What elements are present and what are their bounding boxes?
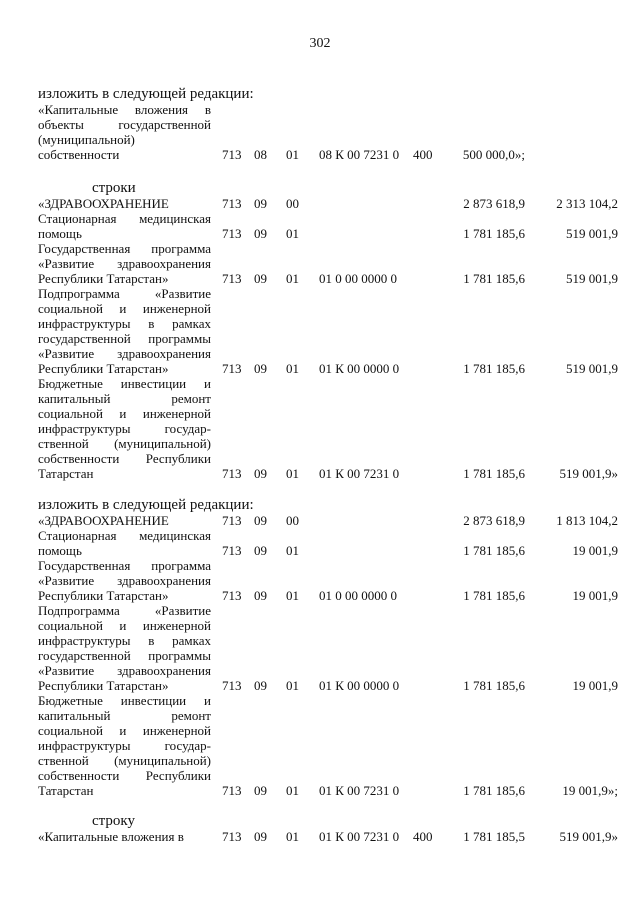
description-line: Республики Татарстан» (38, 271, 169, 286)
ministry-code: 713 (222, 226, 242, 241)
section-code: 09 (254, 513, 267, 528)
target-article-code: 01 К 00 7231 0 (319, 466, 400, 481)
row-description (38, 196, 211, 211)
subsection-code: 01 (286, 271, 299, 286)
amount-year-1: 1 781 185,6 (463, 678, 525, 693)
description-line: Татарстан (38, 783, 94, 798)
amount-year-1: 1 781 185,5 (463, 829, 525, 844)
subsection-code: 01 (286, 783, 299, 798)
section-code: 08 (254, 147, 267, 162)
target-article-code: 01 К 00 0000 0 (319, 678, 400, 693)
description-line: Государственная программа (38, 558, 211, 573)
target-article-code: 01 0 00 0000 0 (319, 588, 397, 603)
description-line: Стационарная медицинская (38, 211, 211, 226)
ministry-code: 713 (222, 513, 242, 528)
section-code: 09 (254, 226, 267, 241)
description-line: социальной и инженерной (38, 723, 211, 738)
description-line: Государственная программа (38, 241, 211, 256)
amount-year-2: 19 001,9 (572, 588, 618, 603)
description-line: Татарстан (38, 466, 94, 481)
description-line: ственной (муниципальной) (38, 753, 211, 768)
amount-year-1: 1 781 185,6 (463, 783, 525, 798)
amount-year-1: 2 873 618,9 (463, 513, 525, 528)
description-line: «Капитальные вложения в (38, 829, 184, 844)
section-code: 09 (254, 271, 267, 286)
subsection-code: 00 (286, 196, 299, 211)
ministry-code: 713 (222, 361, 242, 376)
ministry-code: 713 (222, 543, 242, 558)
description-line: инфраструктуры в рамках (38, 633, 211, 648)
amount-year-2: 2 313 104,2 (556, 196, 618, 211)
description-line: государственной программы (38, 648, 211, 663)
description-line: «Развитие здравоохранения (38, 256, 211, 271)
row-description (38, 693, 211, 798)
ministry-code: 713 (222, 196, 242, 211)
section-code: 09 (254, 783, 267, 798)
instruction-label: строку (92, 813, 135, 829)
description-line: Республики Татарстан» (38, 588, 169, 603)
ministry-code: 713 (222, 588, 242, 603)
row-description (38, 286, 211, 376)
description-line: «ЗДРАВООХРАНЕНИЕ (38, 196, 169, 211)
amount-year-2: 1 813 104,2 (556, 513, 618, 528)
section-code: 09 (254, 543, 267, 558)
description-line: социальной и инженерной (38, 618, 211, 633)
row-description (38, 211, 211, 241)
row-description (38, 513, 211, 528)
row-description (38, 376, 211, 481)
description-line: инфраструктуры государ- (38, 421, 211, 436)
amount-year-1: 1 781 185,6 (463, 543, 525, 558)
subsection-code: 01 (286, 226, 299, 241)
section-code: 09 (254, 678, 267, 693)
description-line: Стационарная медицинская (38, 528, 211, 543)
amount-year-1: 1 781 185,6 (463, 271, 525, 286)
instruction-label: изложить в следующей редакции: (38, 497, 254, 513)
description-line: объекты государственной (38, 117, 211, 132)
subsection-code: 01 (286, 543, 299, 558)
description-line: Бюджетные инвестиции и (38, 376, 211, 391)
target-article-code: 01 К 00 7231 0 (319, 783, 400, 798)
section-code: 09 (254, 588, 267, 603)
amount-year-1: 1 781 185,6 (463, 226, 525, 241)
description-line: инфраструктуры государ- (38, 738, 211, 753)
description-line: Республики Татарстан» (38, 678, 169, 693)
description-line: «Развитие здравоохранения (38, 663, 211, 678)
amount-year-1: 500 000,0»; (462, 147, 525, 162)
description-line: Республики Татарстан» (38, 361, 169, 376)
row-description (38, 558, 211, 603)
description-line: «Развитие здравоохранения (38, 573, 211, 588)
target-article-code: 01 0 00 0000 0 (319, 271, 397, 286)
amount-year-2: 519 001,9 (566, 226, 618, 241)
row-description (38, 241, 211, 286)
amount-year-2: 19 001,9 (572, 678, 618, 693)
description-line: капитальный ремонт (38, 391, 211, 406)
row-description (38, 102, 211, 162)
row-description (38, 603, 211, 693)
ministry-code: 713 (222, 829, 242, 844)
description-line: собственности Республики (38, 451, 211, 466)
ministry-code: 713 (222, 783, 242, 798)
description-line: «Развитие здравоохранения (38, 346, 211, 361)
amount-year-2: 19 001,9»; (562, 783, 618, 798)
section-code: 09 (254, 196, 267, 211)
description-line: помощь (38, 543, 82, 558)
description-line: социальной и инженерной (38, 301, 211, 316)
section-code: 09 (254, 466, 267, 481)
page-number: 302 (309, 36, 331, 51)
description-line: социальной и инженерной (38, 406, 211, 421)
amount-year-2: 519 001,9» (559, 466, 618, 481)
description-line: государственной программы (38, 331, 211, 346)
amount-year-2: 519 001,9 (566, 271, 618, 286)
description-line: капитальный ремонт (38, 708, 211, 723)
section-code: 09 (254, 361, 267, 376)
row-description (38, 829, 211, 844)
instruction-label: строки (92, 180, 136, 196)
amount-year-2: 519 001,9» (559, 829, 618, 844)
ministry-code: 713 (222, 271, 242, 286)
ministry-code: 713 (222, 466, 242, 481)
expense-type-code: 400 (413, 829, 433, 844)
subsection-code: 00 (286, 513, 299, 528)
subsection-code: 01 (286, 466, 299, 481)
amount-year-2: 19 001,9 (572, 543, 618, 558)
description-line: (муниципальной) (38, 132, 135, 147)
amount-year-2: 519 001,9 (566, 361, 618, 376)
subsection-code: 01 (286, 588, 299, 603)
description-line: инфраструктуры в рамках (38, 316, 211, 331)
description-line: «ЗДРАВООХРАНЕНИЕ (38, 513, 169, 528)
amount-year-1: 1 781 185,6 (463, 466, 525, 481)
instruction-label: изложить в следующей редакции: (38, 86, 254, 102)
subsection-code: 01 (286, 829, 299, 844)
description-line: «Капитальные вложения в (38, 102, 211, 117)
subsection-code: 01 (286, 361, 299, 376)
description-line: помощь (38, 226, 82, 241)
expense-type-code: 400 (413, 147, 433, 162)
target-article-code: 08 К 00 7231 0 (319, 147, 400, 162)
description-line: собственности (38, 147, 120, 162)
amount-year-1: 1 781 185,6 (463, 588, 525, 603)
amount-year-1: 2 873 618,9 (463, 196, 525, 211)
subsection-code: 01 (286, 678, 299, 693)
target-article-code: 01 К 00 0000 0 (319, 361, 400, 376)
ministry-code: 713 (222, 147, 242, 162)
amount-year-1: 1 781 185,6 (463, 361, 525, 376)
ministry-code: 713 (222, 678, 242, 693)
description-line: Подпрограмма «Развитие (38, 603, 211, 618)
row-description (38, 528, 211, 558)
description-line: собственности Республики (38, 768, 211, 783)
subsection-code: 01 (286, 147, 299, 162)
section-code: 09 (254, 829, 267, 844)
description-line: Бюджетные инвестиции и (38, 693, 211, 708)
description-line: Подпрограмма «Развитие (38, 286, 211, 301)
description-line: ственной (муниципальной) (38, 436, 211, 451)
target-article-code: 01 К 00 7231 0 (319, 829, 400, 844)
